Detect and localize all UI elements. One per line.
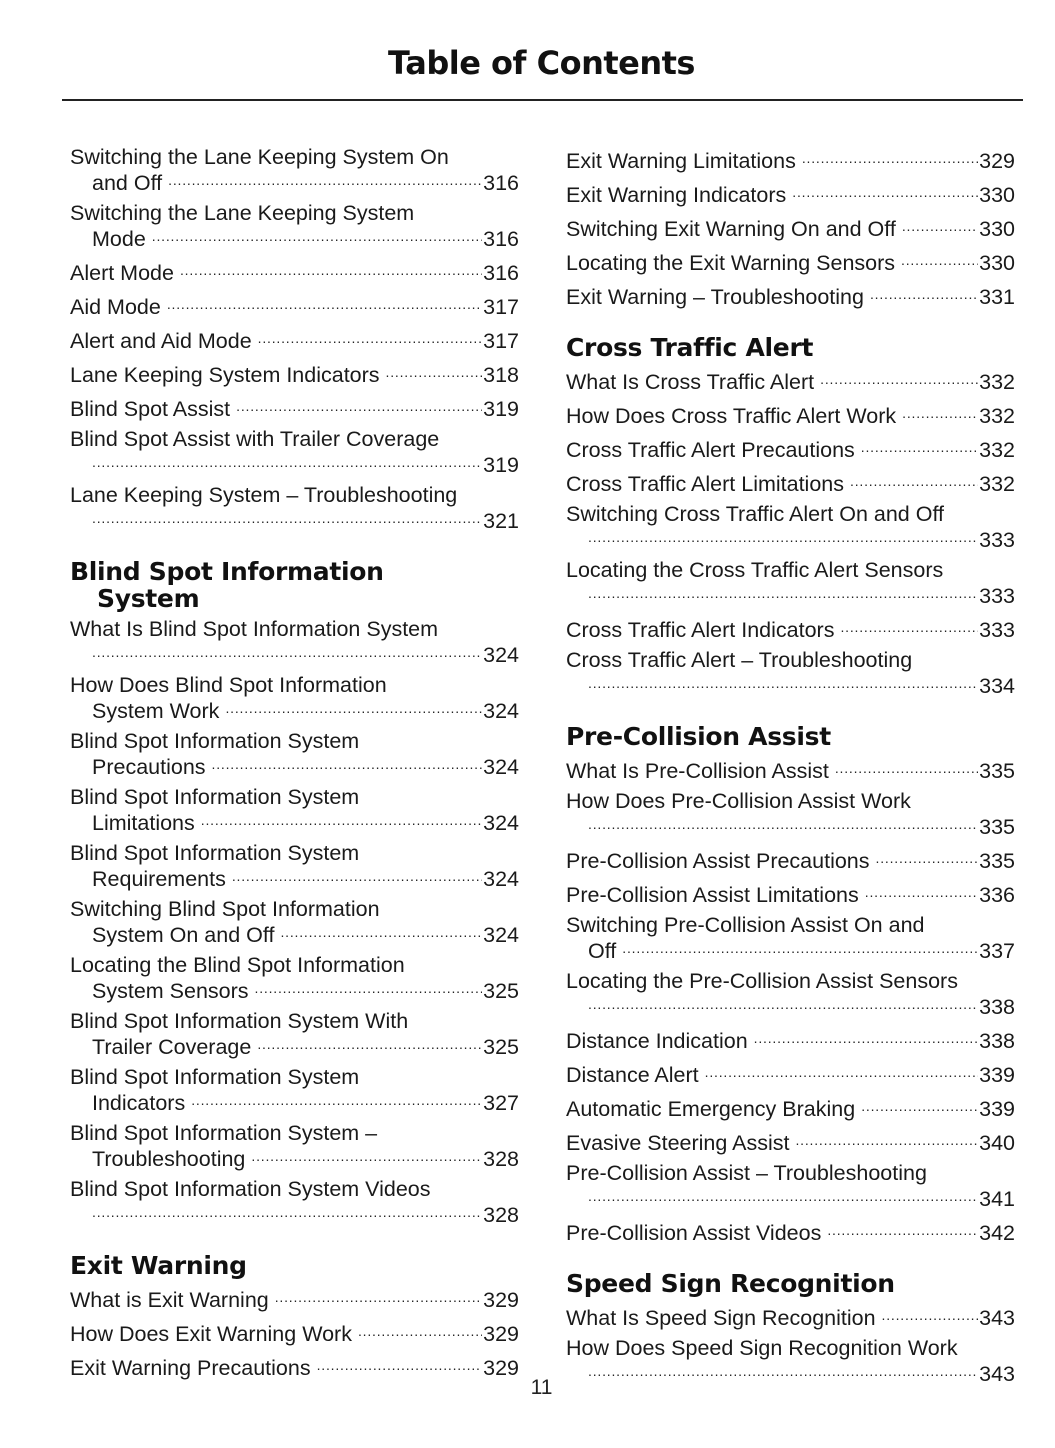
toc-entry[interactable]	[70, 484, 519, 532]
toc-entry-title: How Does Speed Sign Recognition Work	[566, 1336, 958, 1360]
toc-page-number[interactable]: 321	[483, 509, 519, 533]
dot-leader	[225, 696, 482, 718]
toc-page-number[interactable]: 331	[979, 285, 1015, 309]
dot-leader	[180, 258, 482, 280]
toc-entry[interactable]	[566, 1162, 1015, 1210]
dot-leader	[92, 640, 482, 662]
toc-page-number[interactable]: 338	[979, 995, 1015, 1019]
dot-leader	[168, 168, 482, 190]
toc-entry-title-continued: Mode	[92, 227, 146, 251]
toc-page-number[interactable]: 324	[483, 643, 519, 667]
toc-page-number[interactable]: 325	[483, 979, 519, 1003]
dot-leader	[588, 1184, 978, 1206]
toc-entry-title-continued: Requirements	[92, 867, 226, 891]
toc-entry[interactable]	[70, 954, 519, 1002]
toc-entry-title: Blind Spot Information System	[70, 729, 360, 753]
toc-entry[interactable]	[70, 674, 519, 722]
dot-leader	[275, 1285, 482, 1307]
toc-entry[interactable]	[70, 842, 519, 890]
dot-leader	[257, 1032, 482, 1054]
toc-page-number[interactable]: 330	[979, 251, 1015, 275]
toc-entry-title: Blind Spot Assist with Trailer Coverage	[70, 427, 440, 451]
toc-page-number[interactable]: 337	[979, 939, 1015, 963]
toc-page-number[interactable]: 333	[979, 618, 1015, 642]
toc-entry[interactable]	[566, 615, 1015, 641]
toc-page-number[interactable]: 342	[979, 1221, 1015, 1245]
toc-entry[interactable]	[566, 914, 1015, 962]
toc-entry-title: Switching the Lane Keeping System On	[70, 145, 449, 169]
toc-page-number[interactable]: 330	[979, 217, 1015, 241]
toc-entry-title: Automatic Emergency Braking	[566, 1097, 856, 1121]
section-heading[interactable]	[566, 723, 1015, 750]
toc-entry-title: Pre-Collision Assist Limitations	[566, 883, 859, 907]
toc-entry[interactable]	[566, 846, 1015, 872]
dot-leader	[870, 282, 978, 304]
toc-page-number[interactable]: 329	[979, 149, 1015, 173]
toc-entry-title: Switching the Lane Keeping System	[70, 201, 415, 225]
toc-page-number[interactable]: 316	[483, 261, 519, 285]
toc-entry[interactable]	[70, 428, 519, 476]
toc-entry-title: What Is Cross Traffic Alert	[566, 370, 815, 394]
section-heading-text: Exit Warning	[70, 1251, 247, 1280]
toc-entry-title-continued: Troubleshooting	[92, 1147, 246, 1171]
toc-entry[interactable]	[566, 367, 1015, 393]
toc-entry[interactable]	[70, 1010, 519, 1058]
toc-entry-title: Blind Spot Assist	[70, 397, 231, 421]
toc-entry-title: What Is Blind Spot Information System	[70, 617, 439, 641]
section-heading[interactable]	[70, 1252, 519, 1279]
toc-entry[interactable]	[70, 1178, 519, 1226]
toc-entry-title: Locating the Pre-Collision Assist Sensors	[566, 969, 958, 993]
toc-entry-title: What Is Pre-Collision Assist	[566, 759, 829, 783]
toc-entry-title: Cross Traffic Alert Precautions	[566, 438, 855, 462]
toc-page-number[interactable]: 316	[483, 227, 519, 251]
toc-page-number[interactable]: 343	[979, 1306, 1015, 1330]
toc-entry[interactable]	[70, 730, 519, 778]
toc-page-number[interactable]: 341	[979, 1187, 1015, 1211]
toc-entry[interactable]	[566, 756, 1015, 782]
toc-entry[interactable]	[566, 282, 1015, 308]
dot-leader	[255, 976, 483, 998]
toc-entry-title: How Does Blind Spot Information	[70, 673, 387, 697]
toc-entry-title: Switching Blind Spot Information	[70, 897, 380, 921]
dot-leader	[152, 224, 482, 246]
toc-entry[interactable]	[566, 970, 1015, 1018]
page-number: 11	[530, 1376, 553, 1399]
toc-entry-title: Distance Alert	[566, 1063, 699, 1087]
toc-entry[interactable]	[566, 1303, 1015, 1329]
toc-page-number[interactable]: 332	[979, 404, 1015, 428]
toc-entry[interactable]	[566, 559, 1015, 607]
toc-column-left	[70, 146, 519, 1387]
toc-entry-title-continued: Precautions	[92, 755, 206, 779]
toc-entry[interactable]	[566, 880, 1015, 906]
toc-entry-title: Lane Keeping System – Troubleshooting	[70, 483, 458, 507]
toc-entry-title: Locating the Exit Warning Sensors	[566, 251, 896, 275]
toc-entry-title: Cross Traffic Alert Indicators	[566, 618, 835, 642]
toc-entry-title: Locating the Blind Spot Information	[70, 953, 405, 977]
toc-entry[interactable]	[566, 1094, 1015, 1120]
toc-entry[interactable]	[566, 1218, 1015, 1244]
toc-page-number[interactable]: 339	[979, 1097, 1015, 1121]
toc-entry[interactable]	[70, 146, 519, 194]
toc-entry[interactable]	[566, 1060, 1015, 1086]
toc-page-number[interactable]: 335	[979, 759, 1015, 783]
toc-entry[interactable]	[566, 214, 1015, 240]
dot-leader	[280, 920, 482, 942]
toc-entry[interactable]	[70, 1319, 519, 1345]
toc-page-number[interactable]: 329	[483, 1288, 519, 1312]
toc-entry[interactable]	[566, 649, 1015, 697]
dot-leader	[850, 469, 978, 491]
toc-page-number[interactable]: 329	[483, 1356, 519, 1380]
toc-page-number[interactable]: 325	[483, 1035, 519, 1059]
toc-entry[interactable]	[70, 292, 519, 318]
title-divider	[62, 99, 1023, 101]
toc-entry-title: Locating the Cross Traffic Alert Sensors	[566, 558, 944, 582]
toc-entry[interactable]	[70, 1285, 519, 1311]
toc-entry-title: Evasive Steering Assist	[566, 1131, 790, 1155]
toc-page-number[interactable]: 318	[483, 363, 519, 387]
dot-leader	[827, 1218, 978, 1240]
toc-page-number[interactable]: 317	[483, 329, 519, 353]
toc-entry[interactable]	[70, 202, 519, 250]
toc-entry-title-continued: System Work	[92, 699, 220, 723]
section-heading-text: Speed Sign Recognition	[566, 1269, 895, 1298]
dot-leader	[201, 808, 482, 830]
toc-entry-title: Blind Spot Information System With	[70, 1009, 409, 1033]
toc-entry-title: Switching Exit Warning On and Off	[566, 217, 896, 241]
toc-entry[interactable]	[70, 786, 519, 834]
toc-entry[interactable]	[70, 326, 519, 352]
dot-leader	[358, 1319, 482, 1341]
toc-page-number[interactable]: 335	[979, 849, 1015, 873]
dot-leader	[705, 1060, 978, 1082]
toc-entry-title: Cross Traffic Alert – Troubleshooting	[566, 648, 913, 672]
toc-page-number[interactable]: 317	[483, 295, 519, 319]
dot-leader	[820, 367, 978, 389]
section-heading-text: Pre-Collision Assist	[566, 722, 831, 751]
dot-leader	[191, 1088, 482, 1110]
toc-entry[interactable]	[70, 1066, 519, 1114]
dot-leader	[588, 671, 978, 693]
toc-page-number[interactable]: 333	[979, 528, 1015, 552]
toc-entry[interactable]	[566, 503, 1015, 551]
toc-column-right	[566, 146, 1015, 1393]
section-heading-text: Cross Traffic Alert	[566, 333, 814, 362]
dot-leader	[167, 292, 482, 314]
dot-leader	[802, 146, 978, 168]
dot-leader	[861, 1094, 978, 1116]
toc-entry-title: Alert and Aid Mode	[70, 329, 252, 353]
toc-entry-title: How Does Cross Traffic Alert Work	[566, 404, 897, 428]
toc-entry[interactable]	[566, 435, 1015, 461]
toc-entry[interactable]	[70, 1122, 519, 1170]
toc-page-number[interactable]: 332	[979, 370, 1015, 394]
toc-entry-title: Exit Warning Limitations	[566, 149, 796, 173]
toc-entry-title-continued: System Sensors	[92, 979, 249, 1003]
toc-entry[interactable]	[566, 401, 1015, 427]
toc-page-number[interactable]: 319	[483, 397, 519, 421]
dot-leader	[212, 752, 483, 774]
toc-page-number[interactable]: 334	[979, 674, 1015, 698]
toc-entry-title: Blind Spot Information System –	[70, 1121, 378, 1145]
toc-entry[interactable]	[70, 258, 519, 284]
dot-leader	[882, 1303, 979, 1325]
toc-entry-title: Cross Traffic Alert Limitations	[566, 472, 844, 496]
toc-entry[interactable]	[70, 394, 519, 420]
toc-page-number[interactable]: 324	[483, 811, 519, 835]
dot-leader	[835, 756, 978, 778]
toc-page-number[interactable]: 340	[979, 1131, 1015, 1155]
dot-leader	[232, 864, 482, 886]
toc-page-number[interactable]: 335	[979, 815, 1015, 839]
toc-entry-title: Blind Spot Information System	[70, 841, 360, 865]
page-title: Table of Contents	[388, 44, 695, 82]
toc-page-number[interactable]: 324	[483, 755, 519, 779]
toc-entry-title: How Does Pre-Collision Assist Work	[566, 789, 911, 813]
toc-entry[interactable]	[566, 790, 1015, 838]
toc-entry-title: Exit Warning Precautions	[70, 1356, 311, 1380]
dot-leader	[865, 880, 978, 902]
toc-entry-title: Distance Indication	[566, 1029, 748, 1053]
toc-page-number[interactable]: 333	[979, 584, 1015, 608]
dot-leader	[754, 1026, 978, 1048]
toc-entry-title: Blind Spot Information System	[70, 1065, 360, 1089]
toc-page-number[interactable]: 324	[483, 867, 519, 891]
toc-entry-title: Exit Warning Indicators	[566, 183, 787, 207]
toc-entry[interactable]	[70, 360, 519, 386]
toc-entry-title: Blind Spot Information System	[70, 785, 360, 809]
dot-leader	[236, 394, 482, 416]
section-heading-text: Blind Spot Information	[70, 557, 384, 586]
toc-entry-title: Blind Spot Information System Videos	[70, 1177, 431, 1201]
section-heading[interactable]	[566, 1270, 1015, 1297]
toc-page-number[interactable]: 328	[483, 1203, 519, 1227]
toc-entry-title: Pre-Collision Assist Precautions	[566, 849, 870, 873]
toc-page-number[interactable]: 327	[483, 1091, 519, 1115]
toc-entry[interactable]	[566, 180, 1015, 206]
dot-leader	[92, 1200, 482, 1222]
dot-leader	[588, 581, 978, 603]
dot-leader	[792, 180, 978, 202]
section-heading[interactable]	[70, 558, 519, 612]
toc-entry-title: Aid Mode	[70, 295, 161, 319]
toc-entry-title-continued: Off	[588, 939, 617, 963]
toc-entry-title: Lane Keeping System Indicators	[70, 363, 380, 387]
toc-entry-title: What Is Speed Sign Recognition	[566, 1306, 876, 1330]
toc-entry-title-continued: Trailer Coverage	[92, 1035, 252, 1059]
toc-page-number[interactable]: 328	[483, 1147, 519, 1171]
toc-page-number[interactable]: 330	[979, 183, 1015, 207]
dot-leader	[258, 326, 482, 348]
dot-leader	[902, 401, 978, 423]
toc-entry[interactable]	[566, 1026, 1015, 1052]
dot-leader	[840, 615, 978, 637]
dot-leader	[588, 525, 978, 547]
section-heading[interactable]	[566, 334, 1015, 361]
toc-entry-title-continued: Limitations	[92, 811, 195, 835]
toc-entry[interactable]	[70, 618, 519, 666]
dot-leader	[251, 1144, 482, 1166]
toc-entry-title: Pre-Collision Assist – Troubleshooting	[566, 1161, 927, 1185]
toc-page-number[interactable]: 338	[979, 1029, 1015, 1053]
toc-page-number[interactable]: 332	[979, 438, 1015, 462]
toc-entry-title-continued: and Off	[92, 171, 163, 195]
dot-leader	[92, 450, 482, 472]
toc-entry[interactable]	[70, 898, 519, 946]
toc-entry[interactable]	[566, 1128, 1015, 1154]
dot-leader	[588, 992, 978, 1014]
dot-leader	[622, 936, 978, 958]
toc-entry-title: What is Exit Warning	[70, 1288, 269, 1312]
toc-page-number[interactable]: 329	[483, 1322, 519, 1346]
section-heading-text-continued: System	[97, 584, 200, 613]
toc-page-number[interactable]: 316	[483, 171, 519, 195]
toc-entry[interactable]	[566, 146, 1015, 172]
dot-leader	[588, 812, 978, 834]
toc-entry-title: Pre-Collision Assist Videos	[566, 1221, 822, 1245]
dot-leader	[386, 360, 483, 382]
toc-page-number[interactable]: 324	[483, 699, 519, 723]
toc-page-number[interactable]: 339	[979, 1063, 1015, 1087]
toc-entry-title: Switching Cross Traffic Alert On and Off	[566, 502, 945, 526]
toc-entry[interactable]	[566, 248, 1015, 274]
dot-leader	[861, 435, 978, 457]
toc-page-number[interactable]: 332	[979, 472, 1015, 496]
toc-page-number[interactable]: 319	[483, 453, 519, 477]
dot-leader	[317, 1353, 483, 1375]
toc-entry-title: Switching Pre-Collision Assist On and	[566, 913, 925, 937]
dot-leader	[876, 846, 979, 868]
toc-entry-title: How Does Exit Warning Work	[70, 1322, 352, 1346]
dot-leader	[902, 214, 978, 236]
toc-entry[interactable]	[566, 469, 1015, 495]
dot-leader	[795, 1128, 978, 1150]
toc-page-number[interactable]: 336	[979, 883, 1015, 907]
dot-leader	[92, 506, 482, 528]
toc-page-number[interactable]: 324	[483, 923, 519, 947]
toc-page-number[interactable]: 343	[979, 1362, 1015, 1386]
toc-entry-title: Alert Mode	[70, 261, 174, 285]
toc-entry-title: Exit Warning – Troubleshooting	[566, 285, 864, 309]
toc-entry-title-continued: Indicators	[92, 1091, 186, 1115]
toc-entry-title-continued: System On and Off	[92, 923, 275, 947]
dot-leader	[901, 248, 978, 270]
